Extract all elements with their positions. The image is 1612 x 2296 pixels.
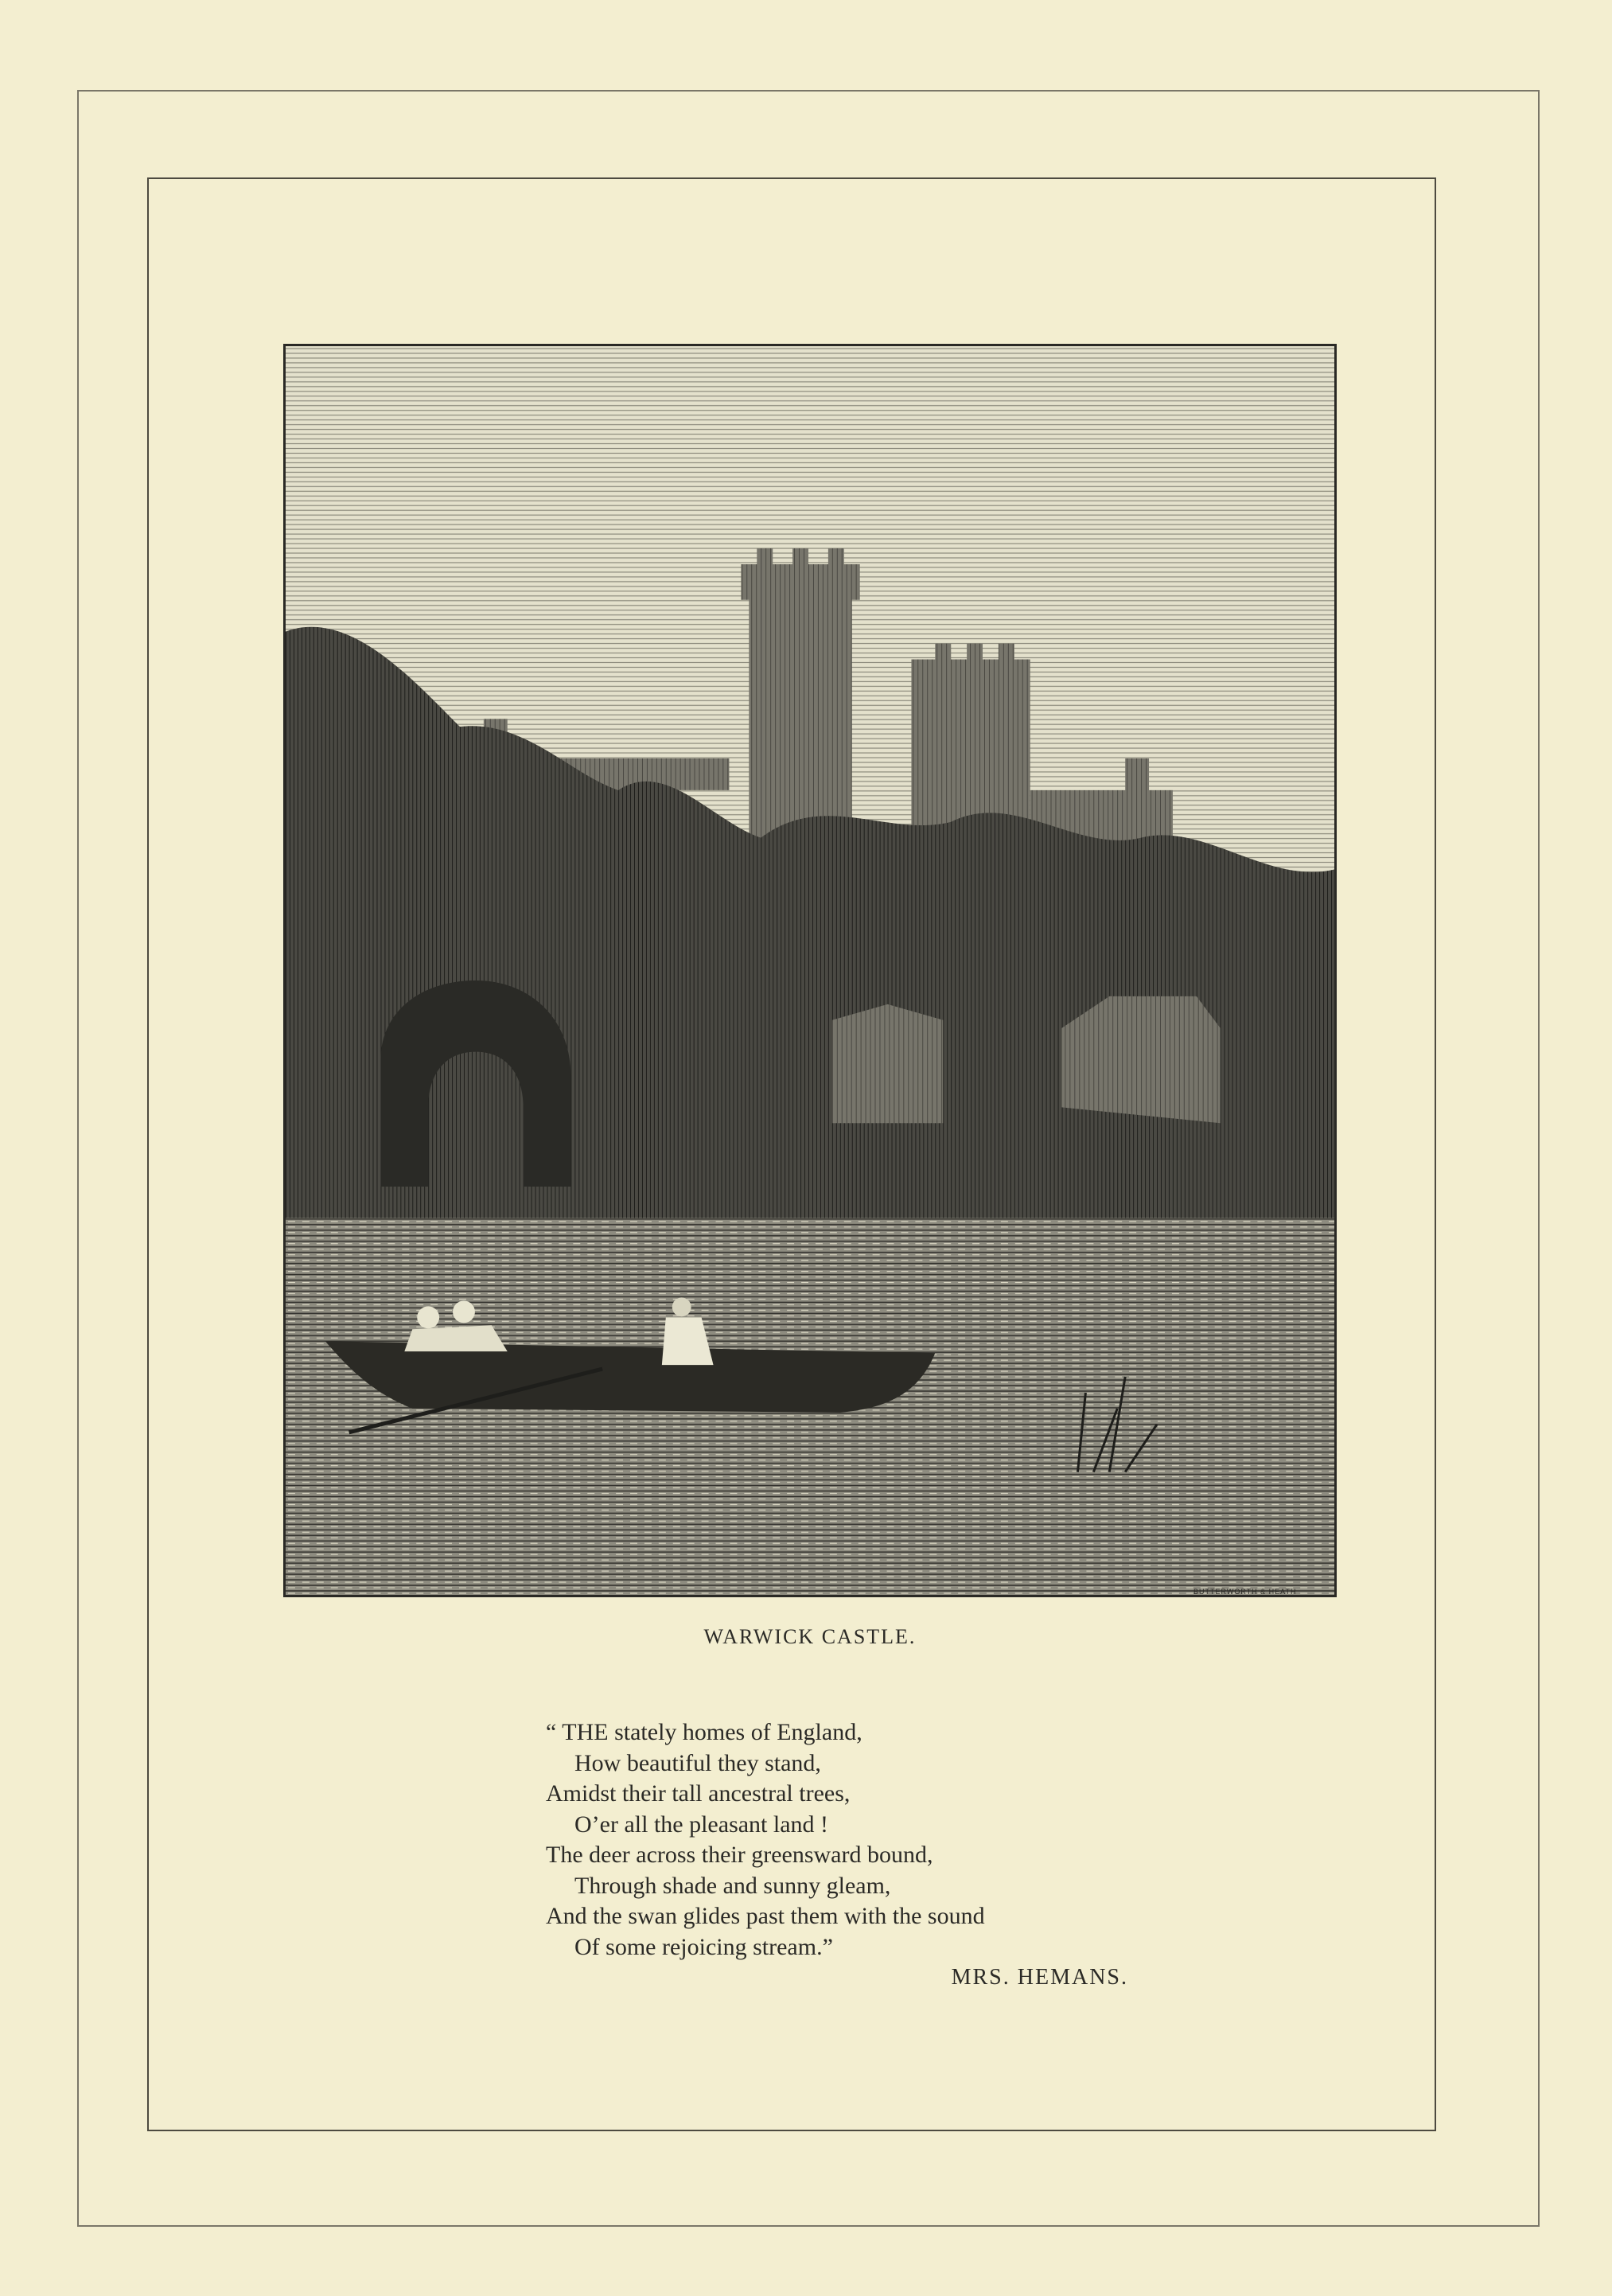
poem-line: Through shade and sunny gleam,	[574, 1872, 891, 1899]
poem-line: The deer across their greensward bound,	[546, 1842, 933, 1868]
engraver-signature: BUTTERWORTH & HEATH	[1193, 1588, 1297, 1596]
poem-line: How beautiful they stand,	[574, 1749, 821, 1776]
cottage	[832, 1004, 943, 1123]
poem-attribution: MRS. HEMANS.	[951, 1965, 1128, 1990]
cottage-right	[1062, 996, 1221, 1123]
rower-head	[672, 1297, 691, 1316]
passenger-figure	[453, 1300, 475, 1323]
poem-block	[546, 1717, 1151, 1994]
passengers	[404, 1325, 507, 1351]
poem-line: And the swan glides past them with the sound	[546, 1903, 985, 1929]
castle-engraving-illustration	[283, 344, 1337, 1597]
passenger-figure	[417, 1306, 439, 1328]
poem-line: “ THE stately homes of England,	[546, 1719, 862, 1745]
poem-line: Amidst their tall ancestral trees,	[546, 1780, 851, 1807]
rowing-boat	[325, 1341, 936, 1413]
poem-line: Of some rejoicing stream.”	[574, 1933, 833, 1960]
figure-caption: WARWICK CASTLE.	[703, 1625, 917, 1648]
poem-line: O’er all the pleasant land !	[574, 1811, 829, 1838]
engraving-artwork	[286, 346, 1334, 1595]
